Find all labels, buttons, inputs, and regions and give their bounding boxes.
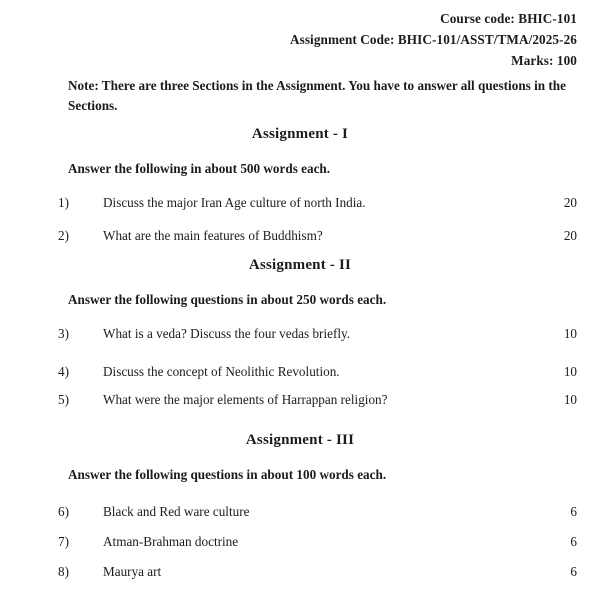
question-row (0, 227, 600, 245)
question-list-3 (0, 503, 600, 581)
question-marks: 6 (570, 504, 577, 519)
section-title-1: Assignment - I (251, 126, 349, 142)
question-text: Discuss the concept of Neolithic Revolution. (103, 364, 340, 379)
question-marks: 6 (570, 564, 577, 579)
question-text: Maurya art (103, 564, 162, 579)
question-row (0, 503, 600, 521)
question-number: 4) (58, 364, 69, 379)
question-row (0, 563, 600, 581)
question-number: 3) (58, 326, 69, 341)
question-number: 7) (58, 534, 69, 549)
total-marks-line: Marks: 100 (511, 53, 577, 68)
question-text: What is a veda? Discuss the four vedas briefly. (103, 326, 351, 341)
question-number: 2) (58, 228, 69, 243)
question-number: 1) (58, 195, 69, 210)
section-assignment-2 (0, 255, 600, 409)
question-marks: 10 (563, 326, 577, 341)
question-row (0, 363, 600, 381)
section-assignment-3 (0, 430, 600, 581)
section-title-2: Assignment - II (248, 257, 352, 273)
question-marks: 20 (563, 228, 577, 243)
question-text: Black and Red ware culture (103, 504, 250, 519)
question-marks: 10 (563, 392, 577, 407)
question-text: Discuss the major Iran Age culture of north India. (103, 195, 366, 210)
document-header (24, 8, 577, 71)
question-marks: 10 (563, 364, 577, 379)
note-block (68, 76, 576, 116)
section-instruction-1: Answer the following in about 500 words each. (68, 161, 331, 176)
question-number: 8) (58, 564, 69, 579)
question-list-2 (0, 325, 600, 409)
question-text: Atman-Brahman doctrine (103, 534, 239, 549)
question-text: What are the main features of Buddhism? (103, 228, 323, 243)
question-row (0, 391, 600, 409)
question-marks: 6 (570, 534, 577, 549)
note-text: Note: There are three Sections in the Assignment. You have to answer all questions in the Sections. (68, 78, 566, 113)
question-list-1 (0, 194, 600, 245)
question-number: 6) (58, 504, 69, 519)
question-row (0, 325, 600, 343)
assignment-code-line: Assignment Code: BHIC-101/ASST/TMA/2025-26 (289, 32, 577, 47)
question-text: What were the major elements of Harrappan religion? (103, 392, 388, 407)
question-row (0, 533, 600, 551)
question-marks: 20 (563, 195, 577, 210)
section-title-3: Assignment - III (245, 432, 355, 448)
question-number: 5) (58, 392, 69, 407)
section-instruction-3: Answer the following questions in about 100 words each. (68, 467, 387, 482)
section-instruction-2: Answer the following questions in about 250 words each. (68, 292, 387, 307)
question-row (0, 194, 600, 212)
course-code-line: Course code: BHIC-101 (440, 11, 577, 26)
section-assignment-1 (0, 124, 600, 245)
